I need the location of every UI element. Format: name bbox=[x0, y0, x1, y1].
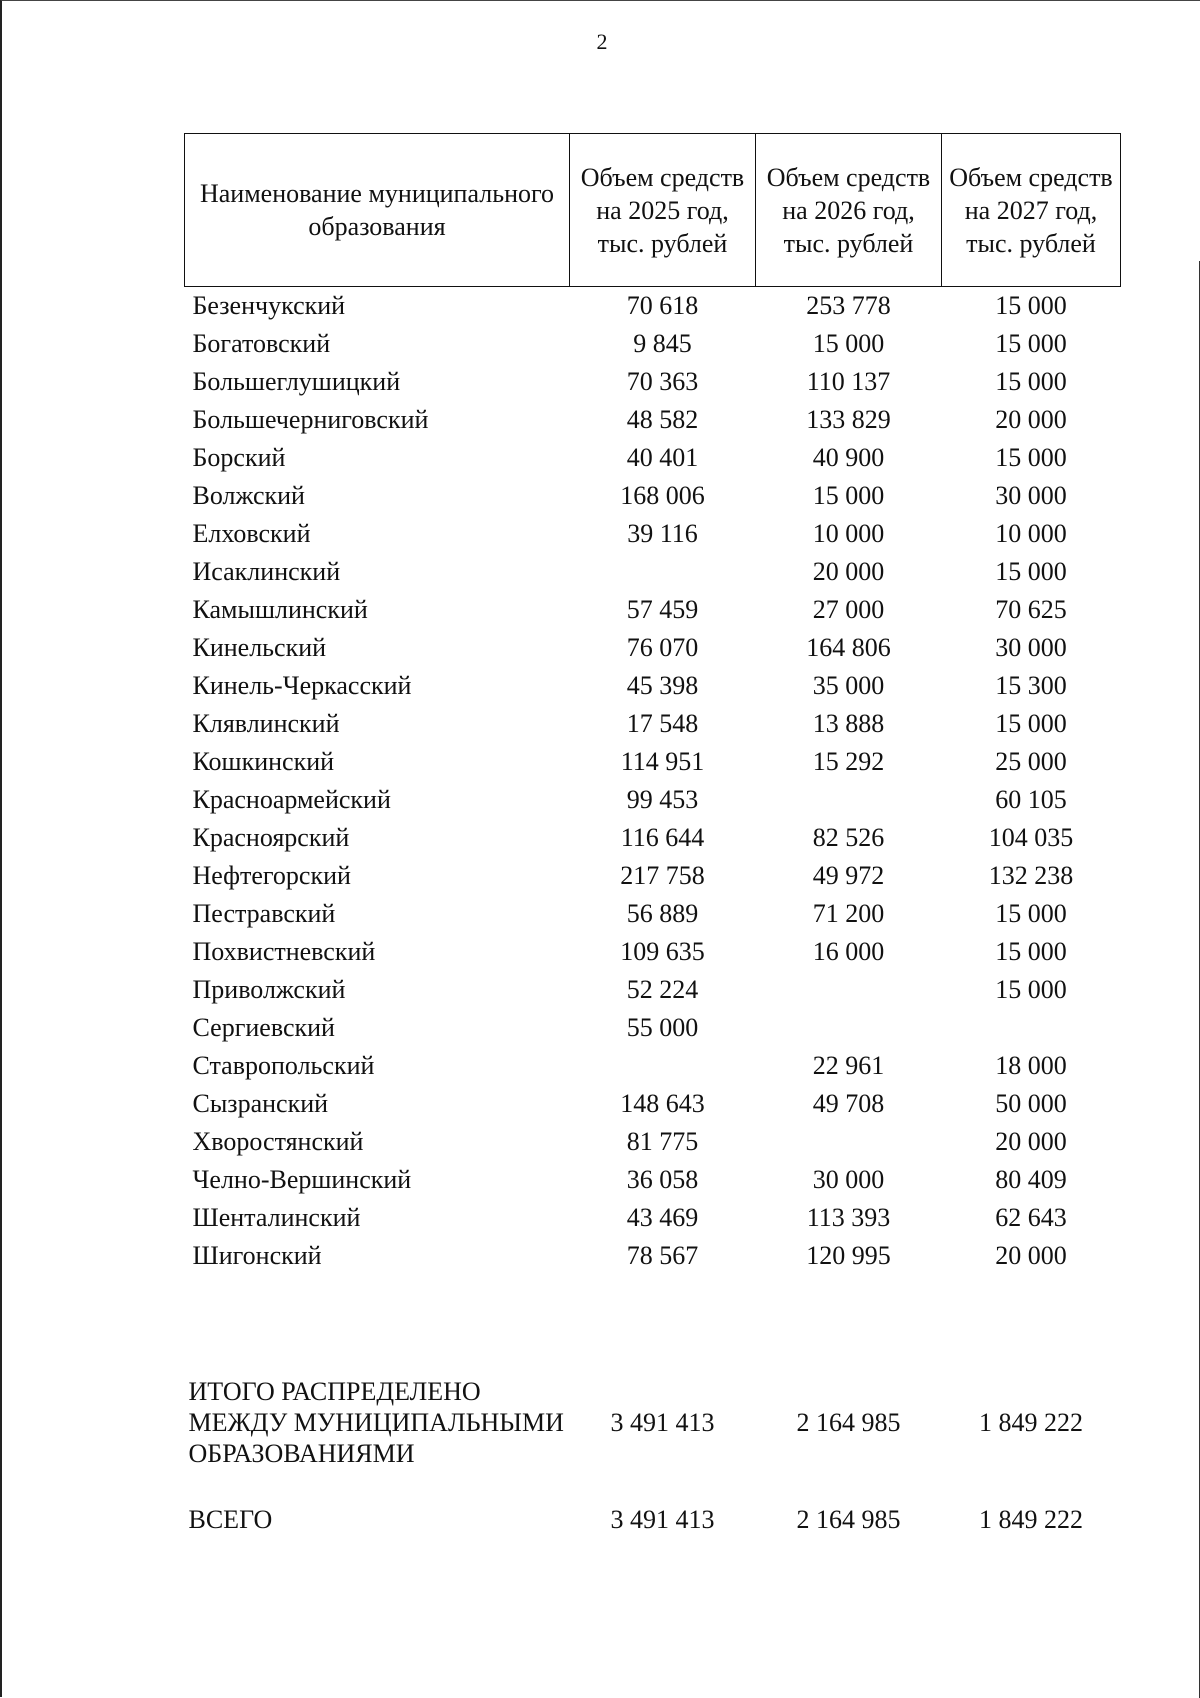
total-distributed-row-2025: 3 491 413 bbox=[610, 1408, 715, 1437]
municipality-name: Приволжский bbox=[192, 975, 346, 1004]
table-row bbox=[185, 477, 1121, 515]
total-distributed-row-2027: 1 849 222 bbox=[979, 1408, 1083, 1437]
table-header-row bbox=[185, 134, 1121, 287]
value-2025: 99 453 bbox=[626, 785, 699, 814]
table-row bbox=[185, 629, 1121, 667]
municipality-name: Большечерниговский bbox=[192, 405, 429, 434]
value-2025: 76 070 bbox=[626, 633, 699, 662]
value-2025 bbox=[570, 553, 756, 591]
municipality-name: Похвистневский bbox=[192, 937, 376, 966]
municipality-name: Клявлинский bbox=[192, 709, 340, 738]
value-2027 bbox=[942, 1009, 1121, 1047]
value-2027: 30 000 bbox=[995, 481, 1067, 510]
value-2026: 30 000 bbox=[812, 1165, 885, 1194]
table-row bbox=[185, 363, 1121, 401]
value-2027: 10 000 bbox=[995, 519, 1067, 548]
value-2025: 55 000 bbox=[626, 1013, 699, 1042]
municipality-name: Волжский bbox=[192, 481, 305, 510]
table-row bbox=[185, 1009, 1121, 1047]
value-2027: 15 300 bbox=[995, 671, 1067, 700]
value-2026: 133 829 bbox=[806, 405, 891, 434]
value-2027: 60 105 bbox=[995, 785, 1067, 814]
table-row bbox=[185, 819, 1121, 857]
table-body bbox=[185, 287, 1121, 1541]
table-row bbox=[185, 743, 1121, 781]
value-2027: 15 000 bbox=[995, 937, 1067, 966]
header-2027: Объем средств на 2027 год, тыс. рублей bbox=[942, 134, 1121, 287]
total-distributed-row-2026: 2 164 985 bbox=[796, 1408, 901, 1437]
value-2025: 57 459 bbox=[626, 595, 699, 624]
value-2027: 30 000 bbox=[995, 633, 1067, 662]
value-2026: 15 000 bbox=[812, 481, 885, 510]
municipality-name: Богатовский bbox=[192, 329, 331, 358]
value-2026 bbox=[756, 781, 942, 819]
value-2025: 217 758 bbox=[620, 861, 705, 890]
municipality-name: Камышлинский bbox=[192, 595, 368, 624]
value-2025: 109 635 bbox=[620, 937, 705, 966]
value-2027: 18 000 bbox=[995, 1051, 1067, 1080]
value-2026: 16 000 bbox=[812, 937, 885, 966]
value-2027: 20 000 bbox=[995, 405, 1067, 434]
value-2025: 39 116 bbox=[627, 519, 698, 548]
value-2025: 45 398 bbox=[626, 671, 699, 700]
value-2027: 15 000 bbox=[995, 557, 1067, 586]
value-2026: 49 708 bbox=[812, 1089, 885, 1118]
municipality-name: Красноярский bbox=[192, 823, 350, 852]
table-row bbox=[185, 933, 1121, 971]
value-2026: 20 000 bbox=[812, 557, 885, 586]
value-2027: 20 000 bbox=[995, 1127, 1067, 1156]
value-2026: 15 000 bbox=[812, 329, 885, 358]
table-row bbox=[185, 1123, 1121, 1161]
value-2026 bbox=[756, 971, 942, 1009]
municipality-name: Кинель-Черкасский bbox=[192, 671, 412, 700]
table-row bbox=[185, 971, 1121, 1009]
value-2026: 13 888 bbox=[812, 709, 885, 738]
spacer-row bbox=[185, 1275, 1121, 1345]
value-2025: 40 401 bbox=[626, 443, 699, 472]
value-2025: 17 548 bbox=[626, 709, 699, 738]
value-2027: 15 000 bbox=[995, 975, 1067, 1004]
value-2026: 71 200 bbox=[812, 899, 885, 928]
header-2026: Объем средств на 2026 год, тыс. рублей bbox=[756, 134, 942, 287]
value-2027: 20 000 bbox=[995, 1241, 1067, 1270]
municipality-name: Ставропольский bbox=[192, 1051, 375, 1080]
grand-total-row-2027: 1 849 222 bbox=[979, 1505, 1083, 1534]
value-2025: 114 951 bbox=[620, 747, 705, 776]
value-2027: 50 000 bbox=[995, 1089, 1067, 1118]
value-2027: 70 625 bbox=[995, 595, 1067, 624]
value-2026: 82 526 bbox=[812, 823, 885, 852]
municipality-name: Сызранский bbox=[192, 1089, 329, 1118]
table-row bbox=[185, 325, 1121, 363]
value-2027: 15 000 bbox=[995, 709, 1067, 738]
municipality-name: Нефтегорский bbox=[192, 861, 351, 890]
value-2026: 164 806 bbox=[806, 633, 891, 662]
table-row bbox=[185, 895, 1121, 933]
municipality-name: Шигонский bbox=[192, 1241, 322, 1270]
municipality-name: Исаклинский bbox=[192, 557, 341, 586]
value-2026 bbox=[756, 1123, 942, 1161]
table-row bbox=[185, 781, 1121, 819]
value-2025: 43 469 bbox=[626, 1203, 699, 1232]
value-2025: 52 224 bbox=[626, 975, 699, 1004]
table-row bbox=[185, 515, 1121, 553]
grand-total-row-2025: 3 491 413 bbox=[610, 1505, 715, 1534]
value-2025: 81 775 bbox=[626, 1127, 699, 1156]
value-2026: 49 972 bbox=[812, 861, 885, 890]
table-row bbox=[185, 1161, 1121, 1199]
value-2027: 80 409 bbox=[995, 1165, 1067, 1194]
total-distributed-row-label: ИТОГО РАСПРЕДЕЛЕНО МЕЖДУ МУНИЦИПАЛЬНЫМИ ОБРАЗОВАНИЯМИ bbox=[188, 1377, 564, 1468]
table-row bbox=[185, 287, 1121, 326]
value-2025 bbox=[570, 1047, 756, 1085]
value-2025: 56 889 bbox=[626, 899, 699, 928]
value-2026: 110 137 bbox=[806, 367, 891, 396]
value-2027: 15 000 bbox=[995, 899, 1067, 928]
value-2025: 70 618 bbox=[626, 291, 699, 320]
municipality-name: Кинельский bbox=[192, 633, 327, 662]
value-2025: 9 845 bbox=[633, 329, 692, 358]
municipality-name: Елховский bbox=[192, 519, 311, 548]
value-2025: 36 058 bbox=[626, 1165, 699, 1194]
table-row bbox=[185, 439, 1121, 477]
municipality-name: Борский bbox=[192, 443, 286, 472]
value-2026: 253 778 bbox=[806, 291, 891, 320]
municipality-name: Пестравский bbox=[192, 899, 336, 928]
value-2027: 62 643 bbox=[995, 1203, 1067, 1232]
grand-total-row-label: ВСЕГО bbox=[188, 1505, 273, 1534]
header-2025: Объем средств на 2025 год, тыс. рублей bbox=[570, 134, 756, 287]
value-2027: 132 238 bbox=[988, 861, 1074, 890]
table-row bbox=[185, 401, 1121, 439]
value-2025: 116 644 bbox=[620, 823, 705, 852]
value-2027: 15 000 bbox=[995, 329, 1067, 358]
table-row bbox=[185, 1047, 1121, 1085]
value-2025: 70 363 bbox=[626, 367, 699, 396]
table-row bbox=[185, 1237, 1121, 1275]
grand-total-row-2026: 2 164 985 bbox=[796, 1505, 901, 1534]
value-2025: 48 582 bbox=[626, 405, 699, 434]
value-2027: 25 000 bbox=[995, 747, 1067, 776]
municipality-name: Сергиевский bbox=[192, 1013, 335, 1042]
municipality-name: Безенчукский bbox=[192, 291, 346, 320]
table-row bbox=[185, 591, 1121, 629]
grand-total-row bbox=[185, 1500, 1121, 1540]
value-2026: 27 000 bbox=[812, 595, 885, 624]
value-2025: 148 643 bbox=[620, 1089, 705, 1118]
value-2026: 10 000 bbox=[812, 519, 885, 548]
table-row bbox=[185, 553, 1121, 591]
value-2027: 15 000 bbox=[995, 443, 1067, 472]
value-2026: 15 292 bbox=[812, 747, 885, 776]
municipality-name: Большеглушицкий bbox=[192, 367, 401, 396]
value-2026: 40 900 bbox=[812, 443, 885, 472]
table-row bbox=[185, 1085, 1121, 1123]
page-number: 2 bbox=[596, 29, 608, 54]
total-distributed-row bbox=[185, 1345, 1121, 1500]
municipality-name: Хворостянский bbox=[192, 1127, 364, 1156]
value-2026: 113 393 bbox=[806, 1203, 891, 1232]
table-row bbox=[185, 667, 1121, 705]
value-2027: 104 035 bbox=[988, 823, 1074, 852]
header-municipality: Наименование муниципального образования bbox=[185, 134, 570, 287]
table-row bbox=[185, 705, 1121, 743]
value-2027: 15 000 bbox=[995, 291, 1067, 320]
value-2027: 15 000 bbox=[995, 367, 1067, 396]
value-2026: 22 961 bbox=[812, 1051, 885, 1080]
value-2026: 120 995 bbox=[806, 1241, 891, 1270]
funding-table bbox=[184, 133, 1121, 1540]
municipality-name: Шенталинский bbox=[192, 1203, 361, 1232]
municipality-name: Кошкинский bbox=[192, 747, 335, 776]
table-row bbox=[185, 857, 1121, 895]
value-2026 bbox=[756, 1009, 942, 1047]
value-2026: 35 000 bbox=[812, 671, 885, 700]
value-2025: 168 006 bbox=[620, 481, 705, 510]
municipality-name: Челно-Вершинский bbox=[192, 1165, 412, 1194]
municipality-name: Красноармейский bbox=[192, 785, 391, 814]
value-2025: 78 567 bbox=[626, 1241, 699, 1270]
table-row bbox=[185, 1199, 1121, 1237]
